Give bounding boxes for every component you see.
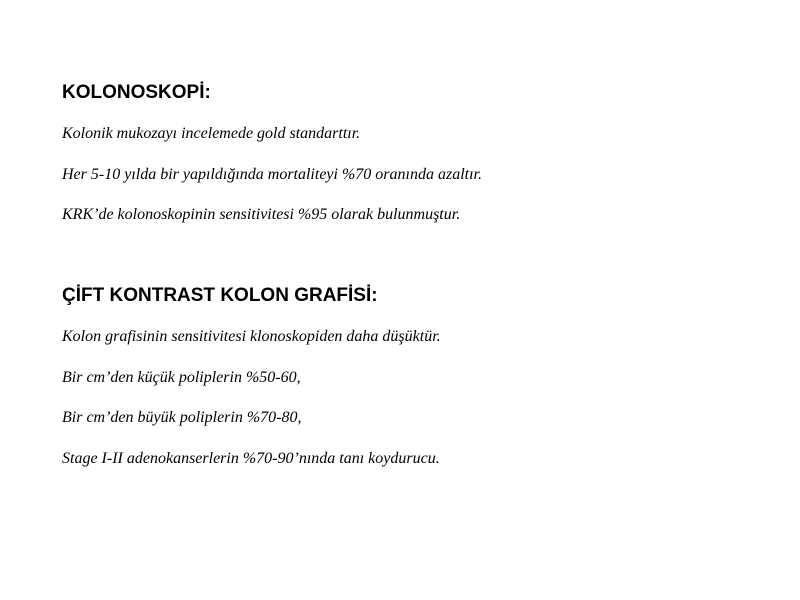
double-contrast-line-4: Stage I-II adenokanserlerin %70-90’nında tanı koydurucu. bbox=[62, 450, 440, 467]
double-contrast-line-2: Bir cm’den küçük poliplerin %50-60, bbox=[62, 369, 301, 386]
double-contrast-line-1: Kolon grafisinin sensitivitesi klonoskopiden daha düşüktür. bbox=[62, 328, 441, 345]
colonoscopy-heading: KOLONOSKOPİ: bbox=[62, 82, 211, 103]
colonoscopy-line-3: KRK’de kolonoskopinin sensitivitesi %95 olarak bulunmuştur. bbox=[62, 206, 461, 223]
double-contrast-line-3: Bir cm’den büyük poliplerin %70-80, bbox=[62, 409, 302, 426]
colonoscopy-line-1: Kolonik mukozayı incelemede gold standarttır. bbox=[62, 125, 361, 142]
double-contrast-heading: ÇİFT KONTRAST KOLON GRAFİSİ: bbox=[62, 285, 378, 306]
colonoscopy-line-2: Her 5-10 yılda bir yapıldığında mortaliteyi %70 oranında azaltır. bbox=[62, 166, 482, 183]
